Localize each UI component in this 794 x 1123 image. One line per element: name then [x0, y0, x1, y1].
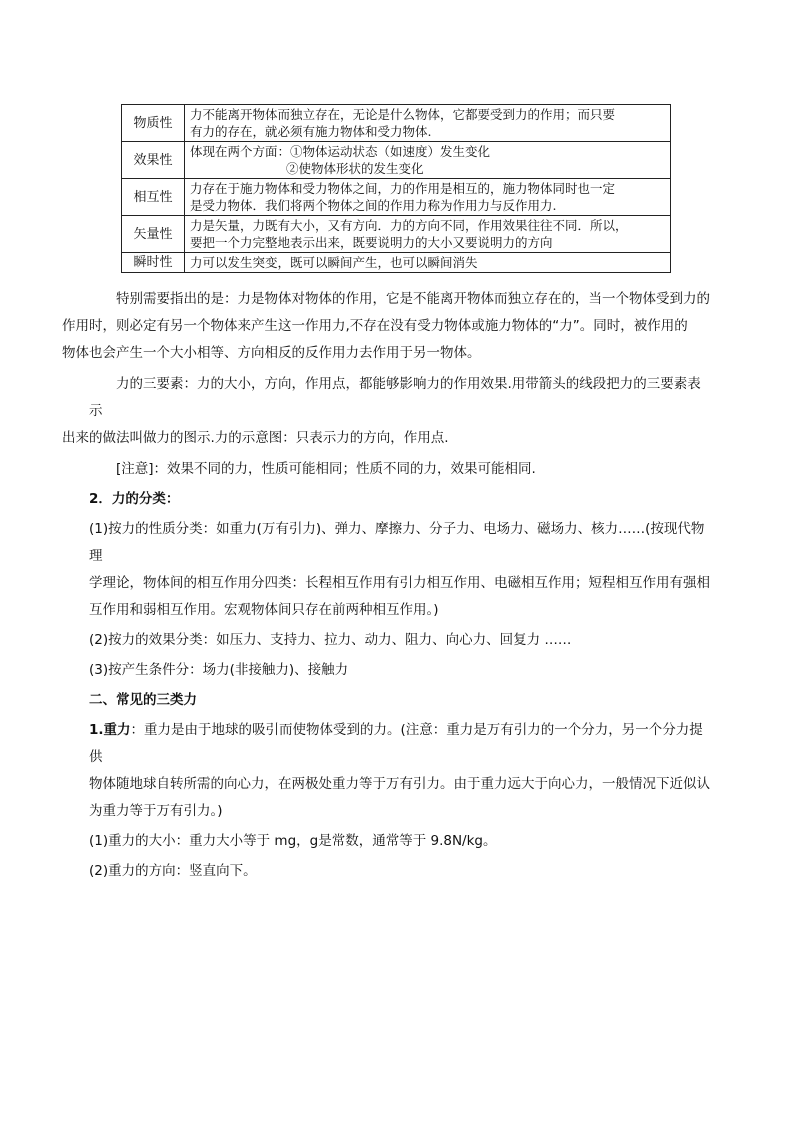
- section-heading-classification: 2．力的分类：: [89, 491, 180, 507]
- text-line: 物体也会产生一个大小相等、方向相反的反作用力去作用于另一物体。: [62, 345, 481, 361]
- text-line: 物体随地球自转所需的向心力，在两极处重力等于万有引力。由于重力远大于向心力，一般情况下近似认: [89, 776, 710, 792]
- row-key: 瞬时性: [122, 253, 185, 273]
- row-value: [185, 142, 671, 179]
- gravity-item-1: (1)重力的大小：重力大小等于 mg，g是常数，通常等于 9.8N/kg。: [89, 833, 497, 849]
- row-value-line: 有力的存在，就必须有施力物体和受力物体.: [190, 124, 432, 139]
- row-value-line: 力不能离开物体而独立存在，无论是什么物体，它都要受到力的作用；而只要: [190, 107, 616, 122]
- row-value-line: 是受力物体．我们将两个物体之间的作用力称为作用力与反作用力.: [190, 198, 557, 213]
- gravity-label: 1.重力: [89, 722, 131, 738]
- text-line: ：重力是由于地球的吸引而使物体受到的力。(注意：重力是万有引力的一个分力，另一个分力提供: [89, 722, 703, 765]
- classification-item-1: [89, 516, 713, 624]
- row-value: [185, 253, 671, 273]
- row-value: [185, 216, 671, 253]
- row-key: 效果性: [122, 142, 185, 179]
- row-value-line: 体现在两个方面：①物体运动状态（如速度）发生变化: [190, 144, 491, 159]
- row-key: 物质性: [122, 105, 185, 142]
- text-line: 出来的做法叫做力的图示.力的示意图：只表示力的方向，作用点.: [62, 430, 449, 446]
- gravity-paragraph: [89, 717, 713, 825]
- row-value-line: 要把一个力完整地表示出来，既要说明力的大小又要说明力的方向: [190, 235, 553, 250]
- row-value: [185, 105, 671, 142]
- text-line: 学理论，物体间的相互作用分四类：长程相互作用有引力相互作用、电磁相互作用；短程相互作用有强相: [89, 575, 710, 591]
- document-body: [62, 286, 713, 885]
- classification-item-3: (3)按产生条件分：场力(非接触力)、接触力: [89, 662, 349, 678]
- table-row: [122, 216, 671, 253]
- text-line: 为重力等于万有引力。): [89, 803, 223, 819]
- text-line: 作用时，则必定有另一个物体来产生这一作用力,不存在没有受力物体或施力物体的“力”。同时，被作用的: [62, 318, 688, 334]
- row-key: 矢量性: [122, 216, 185, 253]
- row-value: [185, 179, 671, 216]
- section-heading-common-forces: 二、常见的三类力: [89, 692, 197, 708]
- text-line: 力的三要素：力的大小，方向，作用点，都能够影响力的作用效果.用带箭头的线段把力的三要素表示: [89, 376, 701, 419]
- text-line: (1)按力的性质分类：如重力(万有引力)、弹力、摩擦力、分子力、电场力、磁场力、核力……(按现代物理: [89, 521, 705, 564]
- row-value-line: 力可以发生突变，既可以瞬间产生，也可以瞬间消失: [190, 255, 478, 270]
- row-value-line: ②使物体形状的发生变化: [286, 161, 424, 176]
- row-value-line: 力是矢量，力既有大小，又有方向．力的方向不同，作用效果往往不同．所以，: [190, 218, 628, 233]
- table-row: [122, 142, 671, 179]
- table-row: [122, 179, 671, 216]
- text-line: 互作用和弱相互作用。宏观物体间只存在前两种相互作用。): [89, 602, 439, 618]
- row-value-line: 力存在于施力物体和受力物体之间，力的作用是相互的，施力物体同时也一定: [190, 181, 616, 196]
- paragraph-three-elements: [62, 371, 713, 452]
- note-paragraph: [注意]：效果不同的力，性质可能相同；性质不同的力，效果可能相同.: [116, 461, 536, 477]
- force-properties-table: [121, 104, 671, 273]
- table-row: [122, 105, 671, 142]
- row-key: 相互性: [122, 179, 185, 216]
- table-row: [122, 253, 671, 273]
- classification-item-2: (2)按力的效果分类：如压力、支持力、拉力、动力、阻力、向心力、回复力 ……: [89, 632, 572, 648]
- gravity-item-2: (2)重力的方向：竖直向下。: [89, 863, 257, 879]
- paragraph-force-interaction: [62, 286, 713, 367]
- text-line: 特别需要指出的是：力是物体对物体的作用，它是不能离开物体而独立存在的，当一个物体受到力的: [116, 291, 710, 307]
